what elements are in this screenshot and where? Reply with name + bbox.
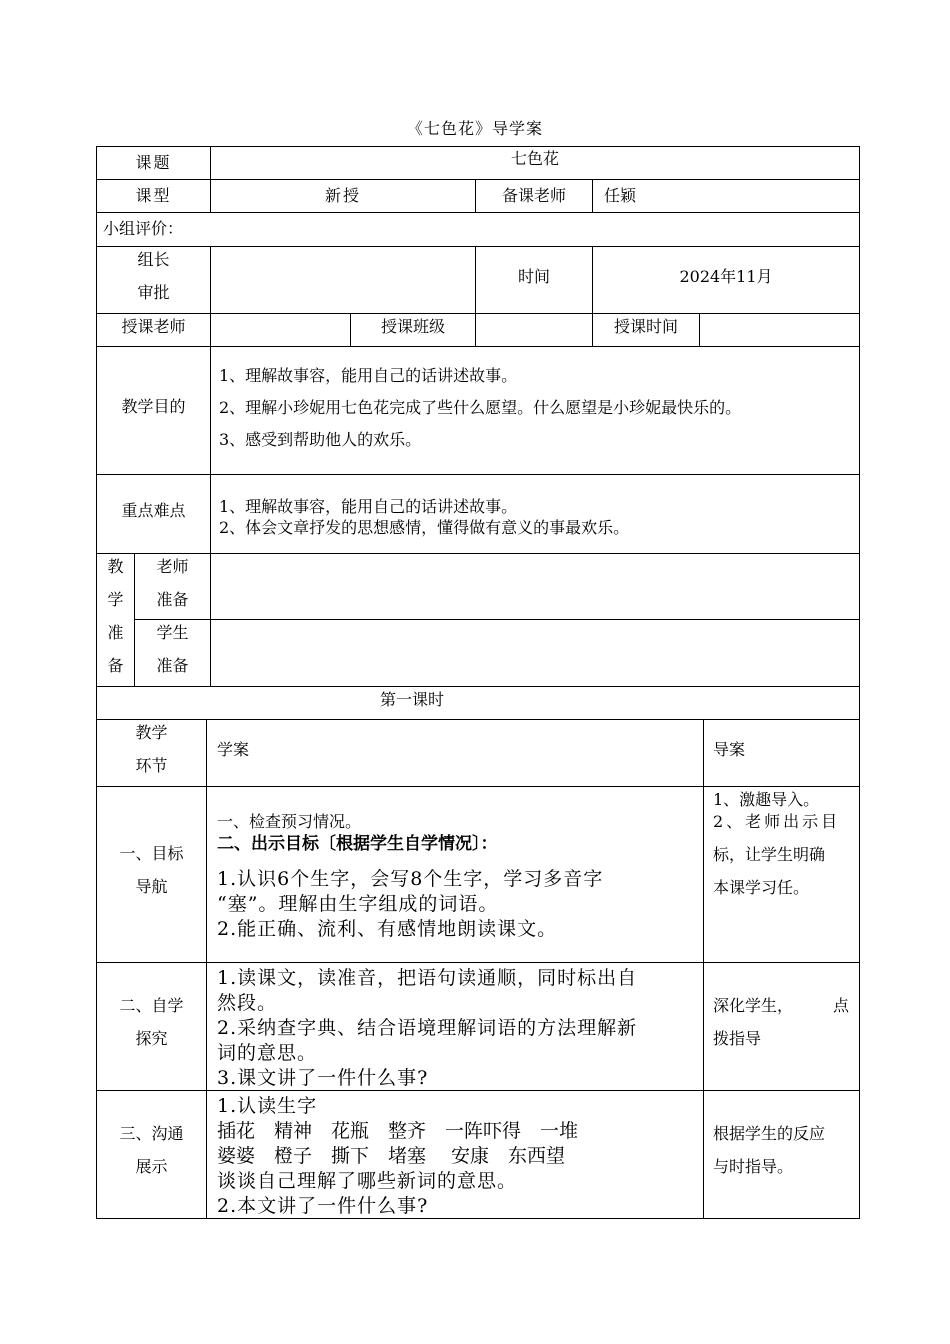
guide-line: 2、老师出示目	[713, 812, 841, 831]
row-divider	[134, 619, 860, 620]
guide-line: 点	[833, 996, 850, 1015]
study-line: 二、出示目标〔根据学生自学情况〕：	[217, 834, 498, 854]
type-value: 新授	[324, 186, 361, 205]
subject-label: 课题	[135, 153, 172, 172]
teacher-prep-label: 老师	[156, 557, 189, 576]
guide-line: 1、激趣导入。	[713, 790, 820, 809]
prep-teacher-value: 任颖	[604, 186, 637, 205]
guide-line: 拨指导	[713, 1029, 762, 1048]
col-divider	[210, 246, 211, 313]
guide-line: 本课学习任。	[713, 878, 810, 897]
stage-name: 二、自学	[119, 996, 184, 1015]
guide-line: 深化学生，	[713, 996, 794, 1015]
prep-vertical-char: 备	[107, 656, 124, 675]
study-line: 一、检查预习情况。	[217, 812, 362, 831]
col-divider	[206, 719, 207, 1219]
stage-name: 一、目标	[119, 844, 184, 863]
stage-header: 教学	[135, 723, 168, 742]
lesson-period-title: 第一课时	[379, 690, 444, 709]
col-divider	[210, 346, 211, 687]
goal-item: 3、感受到帮助他人的欢乐。	[219, 430, 422, 449]
guide-line: 与时指导。	[713, 1157, 794, 1176]
guide-line: 根据学生的反应	[713, 1124, 826, 1143]
key-point-item: 2、体会文章抒发的思想感情，懂得做有意义的事最欢乐。	[219, 518, 630, 537]
key-point-item: 1、理解故事容，能用自己的话讲述故事。	[219, 497, 518, 516]
row-divider	[96, 1090, 860, 1091]
teacher-prep-label: 准备	[156, 590, 189, 609]
col-divider	[475, 313, 476, 347]
row-divider	[96, 962, 860, 963]
leader-label: 组长	[137, 250, 170, 269]
study-line: 2.本文讲了一件什么事?	[217, 1195, 429, 1217]
study-line: 插花 精神 花瓶 整齐 一阵吓得 一堆	[217, 1120, 579, 1142]
stage-name: 导航	[135, 877, 168, 896]
study-line: “塞”。理解由生字组成的词语。	[217, 893, 499, 915]
teacher-label: 授课老师	[121, 317, 186, 336]
stage-header: 环节	[135, 756, 168, 775]
subject-value: 七色花	[510, 149, 559, 168]
guide-plan-header: 导案	[713, 740, 746, 759]
study-line: 词的意思。	[217, 1042, 318, 1064]
study-line: 然段。	[217, 992, 278, 1014]
prep-teacher-label: 备课老师	[501, 186, 566, 205]
prep-vertical-char: 准	[107, 623, 124, 642]
study-plan-header: 学案	[217, 740, 250, 759]
row-divider	[96, 786, 860, 787]
class-label: 授课班级	[380, 317, 445, 336]
prep-vertical-char: 学	[107, 590, 124, 609]
col-divider	[592, 179, 593, 213]
study-line: 1.认识6个生字，会写8个生字，学习多音字	[217, 868, 604, 890]
study-line: 谈谈自己理解了哪些新词的意思。	[217, 1170, 518, 1192]
study-line: 2.采纳查字典、结合语境理解词语的方法理解新	[217, 1017, 638, 1039]
key-points-label: 重点难点	[121, 501, 186, 520]
study-line: 婆婆 橙子 撕下 堵塞 安康 东西望	[217, 1145, 566, 1167]
goal-item: 2、理解小珍妮用七色花完成了些什么愿望。什么愿望是小珍妮最快乐的。	[219, 398, 742, 417]
study-line: 3.课文讲了一件什么事?	[217, 1067, 429, 1089]
document-title: 《七色花》导学案	[406, 119, 543, 138]
type-label: 课型	[135, 186, 172, 205]
approval-label: 审批	[137, 283, 170, 302]
guide-line: 标，让学生明确	[713, 845, 826, 864]
study-line: 2.能正确、流利、有感情地朗读课文。	[217, 918, 558, 940]
goals-label: 教学目的	[121, 397, 186, 416]
stage-name: 探究	[135, 1029, 168, 1048]
row-divider	[96, 719, 860, 720]
study-line: 1.认读生字	[217, 1095, 318, 1117]
time-value: 2024年11月	[679, 267, 773, 286]
col-divider	[699, 313, 700, 347]
study-line: 1.读课文，读准音，把语句读通顺，同时标出自	[217, 967, 638, 989]
time-label: 时间	[517, 267, 550, 286]
goal-item: 1、理解故事容，能用自己的话讲述故事。	[219, 366, 518, 385]
stage-name: 三、沟通	[119, 1124, 184, 1143]
student-prep-label: 准备	[156, 656, 189, 675]
group-evaluation-label: 小组评价：	[103, 219, 184, 238]
stage-name: 展示	[135, 1157, 168, 1176]
lesson-time-label: 授课时间	[613, 317, 678, 336]
student-prep-label: 学生	[156, 623, 189, 642]
prep-vertical-char: 教	[107, 557, 124, 576]
col-divider	[210, 313, 211, 347]
col-divider	[703, 719, 704, 1219]
